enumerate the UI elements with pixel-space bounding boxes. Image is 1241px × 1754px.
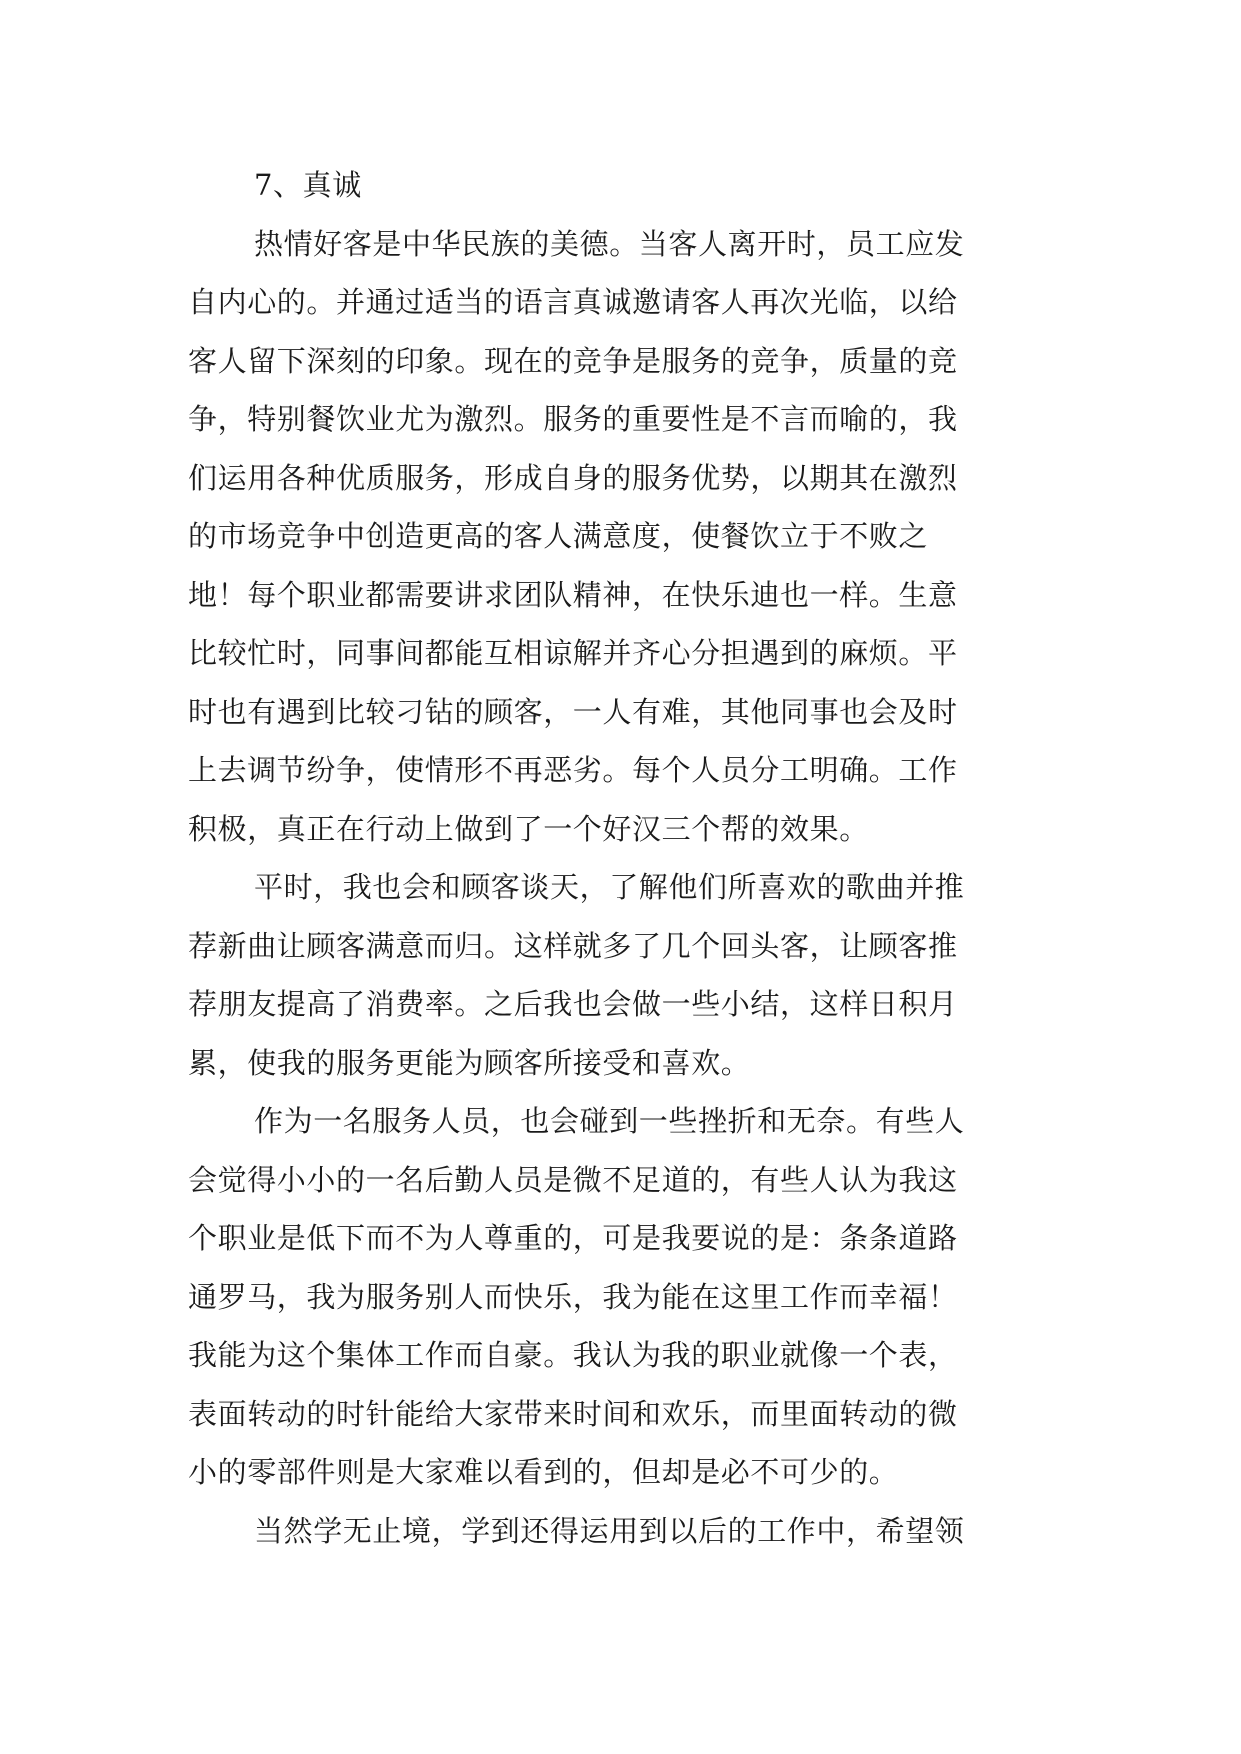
section-heading: 7、真诚 xyxy=(254,168,362,202)
paragraph-line: 表面转动的时针能给大家带来时间和欢乐，而里面转动的微 xyxy=(188,1396,958,1431)
paragraph-line: 累，使我的服务更能为顾客所接受和喜欢。 xyxy=(188,1045,751,1080)
paragraph-line: 们运用各种优质服务，形成自身的服务优势，以期其在激烈 xyxy=(188,460,958,495)
paragraph-line: 通罗马，我为服务别人而快乐，我为能在这里工作而幸福！ xyxy=(188,1279,958,1314)
paragraph-line: 客人留下深刻的印象。现在的竞争是服务的竞争，质量的竞 xyxy=(188,343,958,378)
paragraph-line: 的市场竞争中创造更高的客人满意度，使餐饮立于不败之 xyxy=(188,519,929,553)
paragraph-line: 个职业是低下而不为人尊重的，可是我要说的是：条条道路 xyxy=(188,1221,958,1255)
paragraph-line: 当然学无止境，学到还得运用到以后的工作中，希望领 xyxy=(254,1513,965,1548)
paragraph-line: 自内心的。并通过适当的语言真诚邀请客人再次光临，以给 xyxy=(188,285,958,319)
paragraph-line: 作为一名服务人员，也会碰到一些挫折和无奈。有些人 xyxy=(254,1104,965,1138)
paragraph-line: 积极，真正在行动上做到了一个好汉三个帮的效果。 xyxy=(188,811,869,846)
paragraph-line: 荐新曲让顾客满意而归。这样就多了几个回头客，让顾客推 xyxy=(188,928,958,963)
paragraph-line: 上去调节纷争，使情形不再恶劣。每个人员分工明确。工作 xyxy=(188,753,958,787)
paragraph-line: 会觉得小小的一名后勤人员是微不足道的，有些人认为我这 xyxy=(188,1162,958,1197)
paragraph-line: 热情好客是中华民族的美德。当客人离开时，员工应发 xyxy=(254,226,965,261)
document-body xyxy=(188,156,1058,1560)
paragraph-line: 小的零部件则是大家难以看到的，但却是必不可少的。 xyxy=(188,1455,899,1489)
paragraph-line: 地！每个职业都需要讲求团队精神，在快乐迪也一样。生意 xyxy=(188,577,958,612)
paragraph-line: 平时，我也会和顾客谈天，了解他们所喜欢的歌曲并推 xyxy=(254,870,965,904)
paragraph-line: 时也有遇到比较刁钻的顾客，一人有难，其他同事也会及时 xyxy=(188,694,958,729)
paragraph-line: 争，特别餐饮业尤为激烈。服务的重要性是不言而喻的，我 xyxy=(188,402,958,436)
paragraph-line: 荐朋友提高了消费率。之后我也会做一些小结，这样日积月 xyxy=(188,987,958,1021)
paragraph-line: 比较忙时，同事间都能互相谅解并齐心分担遇到的麻烦。平 xyxy=(188,636,958,670)
paragraph-line: 我能为这个集体工作而自豪。我认为我的职业就像一个表， xyxy=(188,1338,958,1372)
